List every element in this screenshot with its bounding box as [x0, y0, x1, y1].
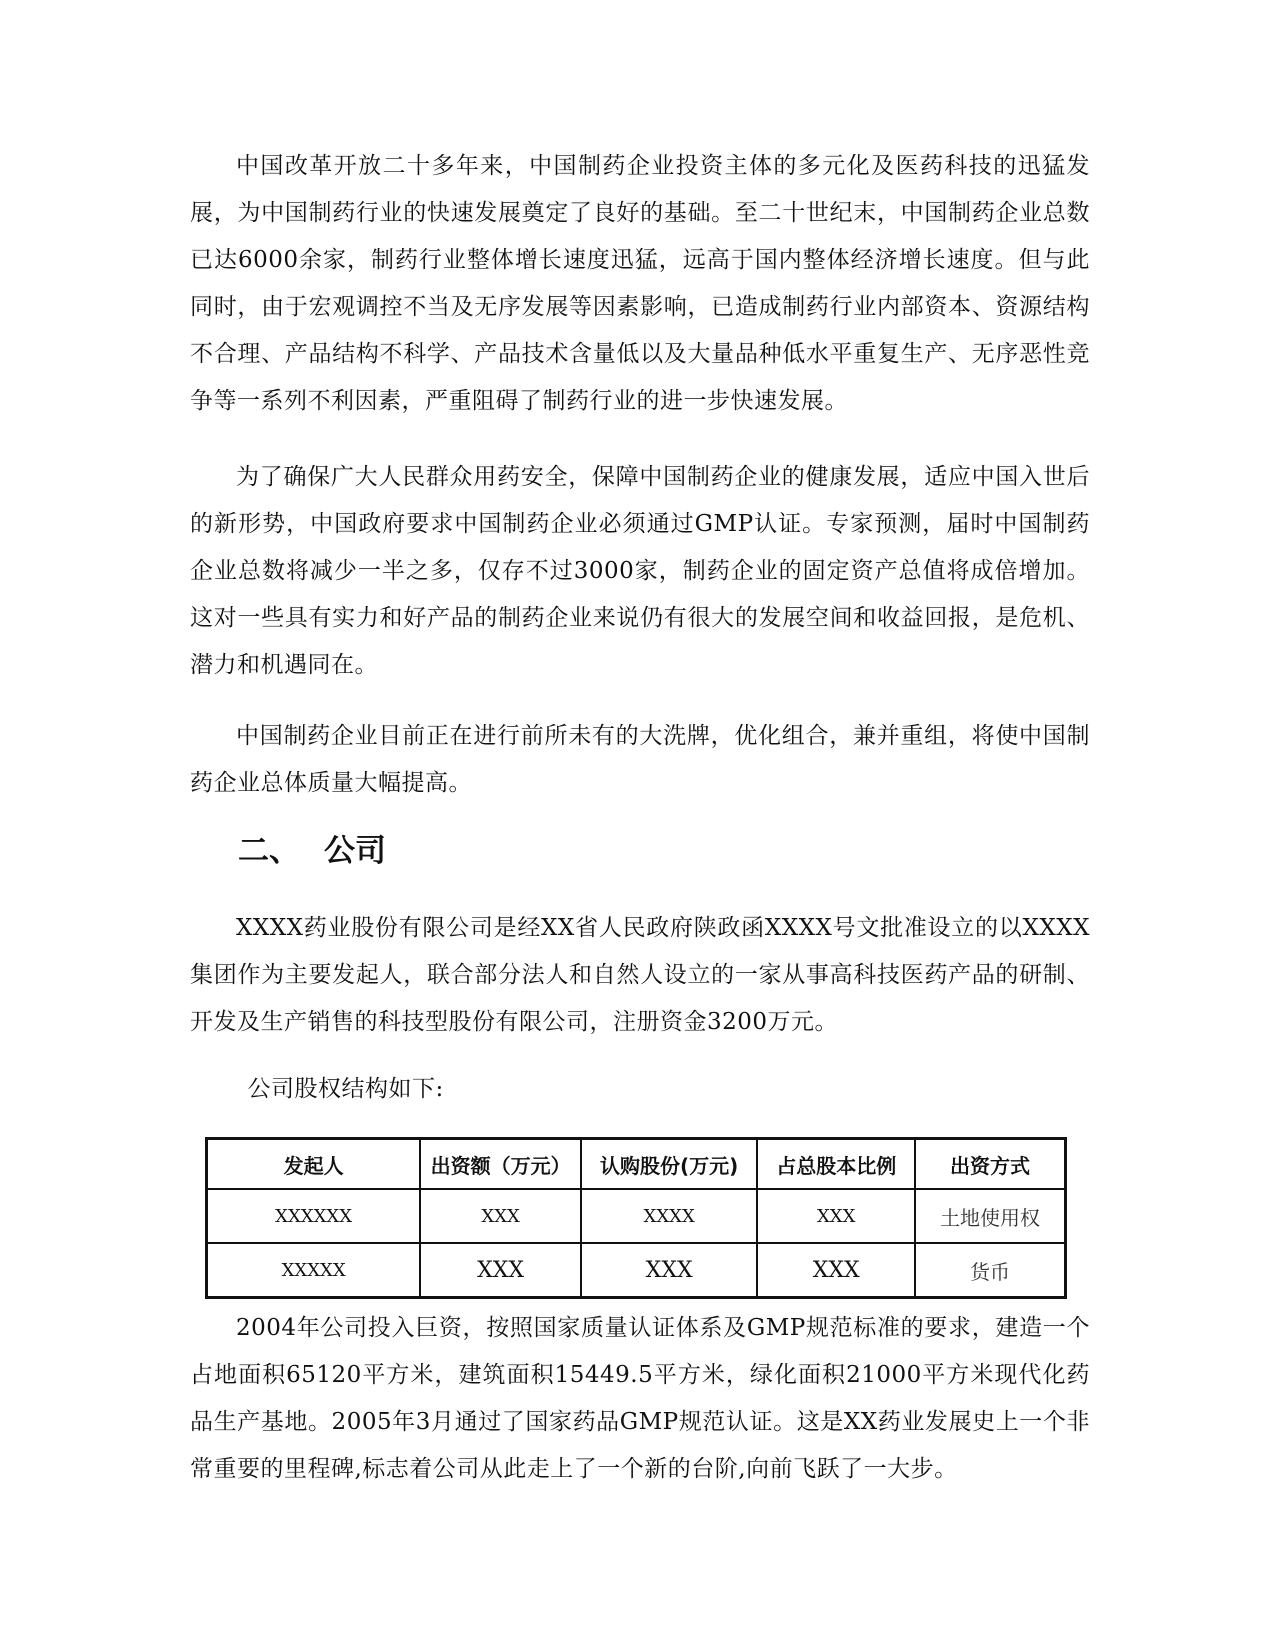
table-cell: XXX [420, 1243, 581, 1298]
column-header-contribution-method: 出资方式 [915, 1139, 1065, 1190]
table-cell: XXXXX [207, 1243, 421, 1298]
table-cell: 货币 [915, 1243, 1065, 1298]
column-header-founder: 发起人 [207, 1139, 421, 1190]
column-header-subscribed-shares: 认购股份(万元) [581, 1139, 757, 1190]
paragraph-industry-overview: 中国改革开放二十多年来，中国制药企业投资主体的多元化及医药科技的迅猛发展，为中国制药行业的快速发展奠定了良好的基础。至二十世纪末，中国制药企业总数已达6000余家，制药行业整体增长速度迅猛，远高于国内整体经济增长速度。但与此同时，由于宏观调控不当及无序发展等因素影响，已造成制药行业内部资本、资源结构不合理、产品结构不科学、产品技术含量低以及大量品种低水平重复生产、无序恶性竞争等一系列不利因素，严重阻碍了制药行业的进一步快速发展。 [190, 153, 1090, 414]
table-row [207, 1243, 1066, 1298]
table-cell: XXXXXX [207, 1189, 421, 1243]
paragraph-industry-reshuffle: 中国制药企业目前正在进行前所未有的大洗牌，优化组合，兼并重组，将使中国制药企业总体质量大幅提高。 [190, 723, 1090, 796]
column-header-contribution: 出资额（万元） [420, 1139, 581, 1190]
table-header-row [207, 1139, 1066, 1190]
paragraph-production-base: 2004年公司投入巨资，按照国家质量认证体系及GMP规范标准的要求，建造一个占地面积65120平方米，建筑面积15449.5平方米，绿化面积21000平方米现代化药品生产基地。2005年3月通过了国家药品GMP规范认证。这是XX药业发展史上一个非常重要的里程碑,标志着公司从此走上了一个新的台阶,向前飞跃了一大步。 [190, 1315, 1090, 1482]
equity-structure-table [205, 1137, 1067, 1299]
table-cell: XXX [757, 1189, 915, 1243]
section-heading [238, 829, 386, 873]
paragraph-gmp-certification: 为了确保广大人民群众用药安全，保障中国制药企业的健康发展，适应中国入世后的新形势，中国政府要求中国制药企业必须通过GMP认证。专家预测，届时中国制药企业总数将减少一半之多，仅存不过3000家，制药企业的固定资产总值将成倍增加。这对一些具有实力和好产品的制药企业来说仍有很大的发展空间和收益回报，是危机、潜力和机遇同在。 [190, 464, 1090, 678]
paragraph-equity-intro: 公司股权结构如下: [247, 1076, 444, 1102]
table-cell: 土地使用权 [915, 1189, 1065, 1243]
table-cell: XXX [757, 1243, 915, 1298]
table-cell: XXXX [581, 1189, 757, 1243]
table-cell: XXX [420, 1189, 581, 1243]
table-cell: XXX [581, 1243, 757, 1298]
section-number: 二、 [238, 833, 300, 869]
paragraph-company-intro: XXXX药业股份有限公司是经XX省人民政府陕政函XXXX号文批准设立的以XXXX集团作为主要发起人，联合部分法人和自然人设立的一家从事高科技医药产品的研制、开发及生产销售的科技型股份有限公司，注册资金3200万元。 [190, 915, 1090, 1035]
table-row [207, 1189, 1066, 1243]
section-title: 公司 [324, 833, 386, 869]
column-header-share-ratio: 占总股本比例 [757, 1139, 915, 1190]
